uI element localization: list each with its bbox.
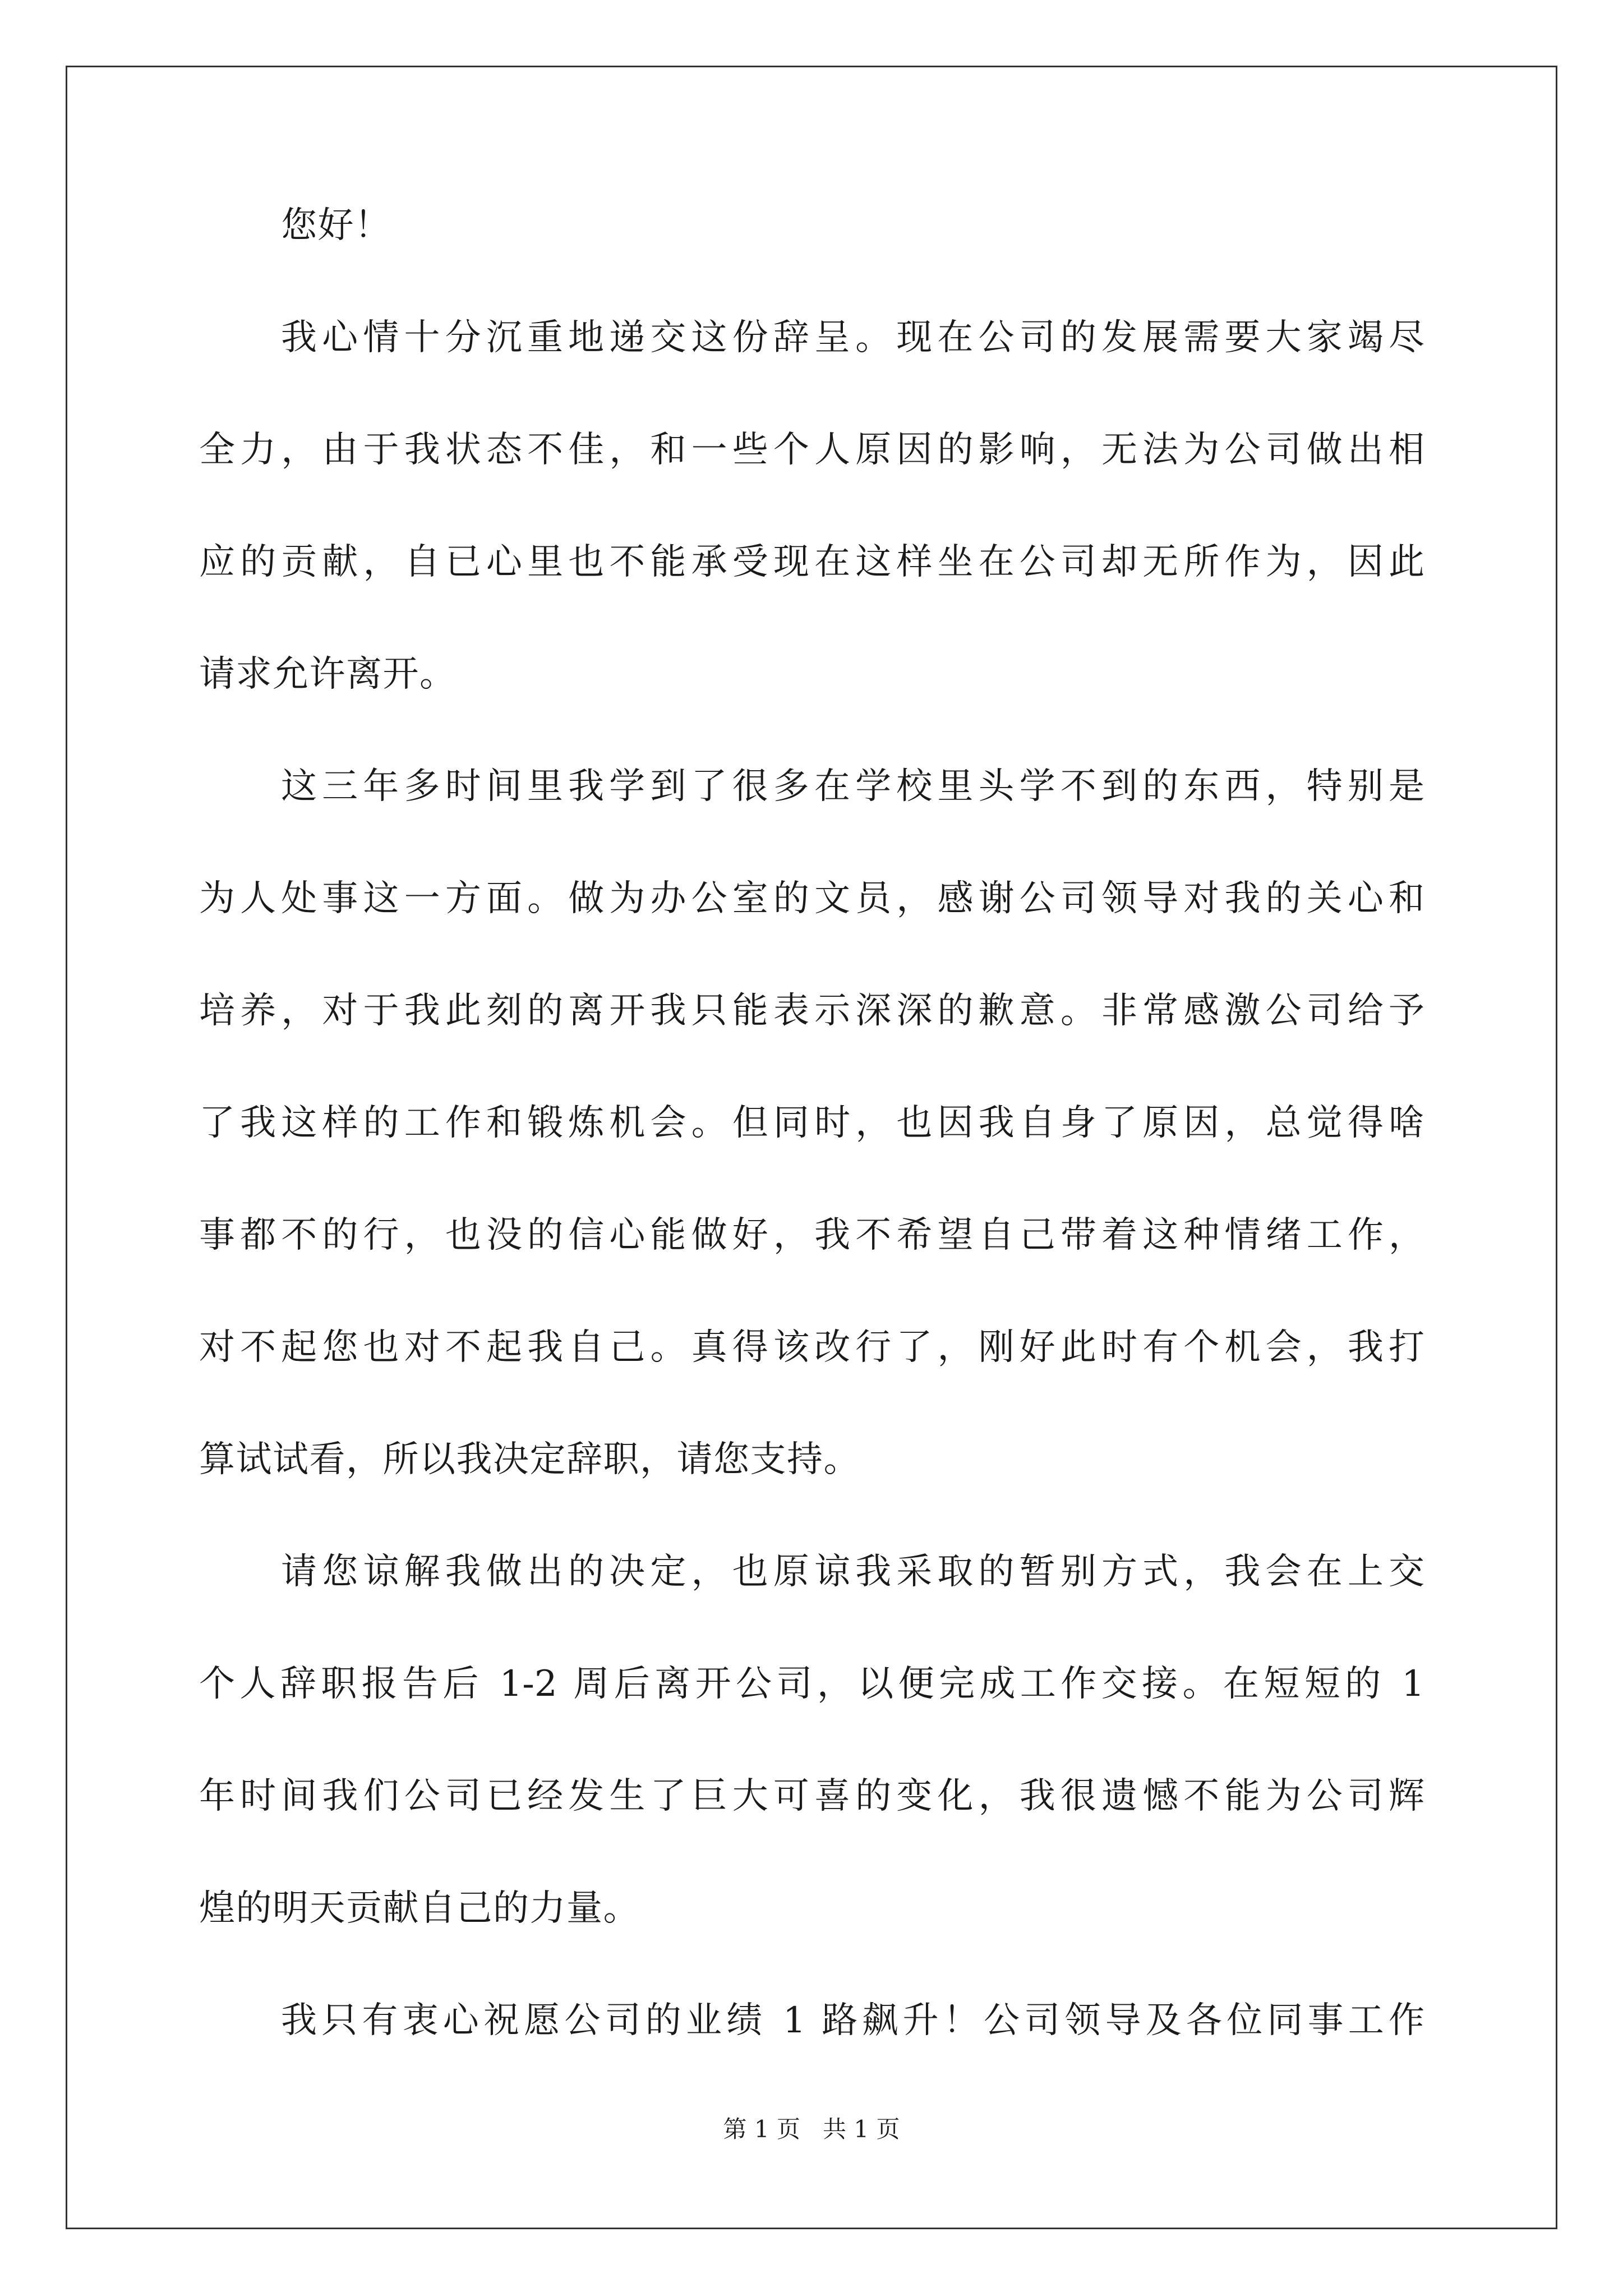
text-line: 年时间我们公司已经发生了巨大可喜的变化，我很遗憾不能为公司辉 [199,1775,1424,1817]
text-line: 我只有衷心祝愿公司的业绩 1 路飙升！公司领导及各位同事工作 [281,2000,1424,2041]
greeting: 您好！ [281,205,391,246]
text-line: 请求允许离开。 [199,654,457,695]
text-line: 煌的明天贡献自己的力量。 [199,1888,640,1929]
text-line: 为人处事这一方面。做为办公室的文员，感谢公司领导对我的关心和 [199,878,1424,919]
text-line: 我心情十分沉重地递交这份辞呈。现在公司的发展需要大家竭尽 [281,317,1424,358]
text-line: 算试试看，所以我决定辞职，请您支持。 [199,1439,860,1480]
text-line: 应的贡献，自已心里也不能承受现在这样坐在公司却无所作为，因此 [199,541,1424,583]
text-line: 培养，对于我此刻的离开我只能表示深深的歉意。非常感激公司给予 [199,990,1424,1032]
text-line: 全力，由于我状态不佳，和一些个人原因的影响，无法为公司做出相 [199,429,1424,471]
text-line: 对不起您也对不起我自己。真得该改行了，刚好此时有个机会，我打 [199,1327,1424,1368]
text-line: 事都不的行，也没的信心能做好，我不希望自己带着这种情绪工作， [199,1214,1424,1256]
text-line: 请您谅解我做出的决定，也原谅我采取的暂别方式，我会在上交 [281,1551,1424,1593]
text-line: 了我这样的工作和锻炼机会。但同时，也因我自身了原因，总觉得啥 [199,1102,1424,1144]
letter-body [199,205,1424,2115]
page-number-footer: 第 1 页 共 1 页 [723,2115,900,2143]
text-line: 这三年多时间里我学到了很多在学校里头学不到的东西，特别是 [281,766,1424,807]
text-line: 个人辞职报告后 1-2 周后离开公司，以便完成工作交接。在短短的 1 [199,1663,1424,1705]
